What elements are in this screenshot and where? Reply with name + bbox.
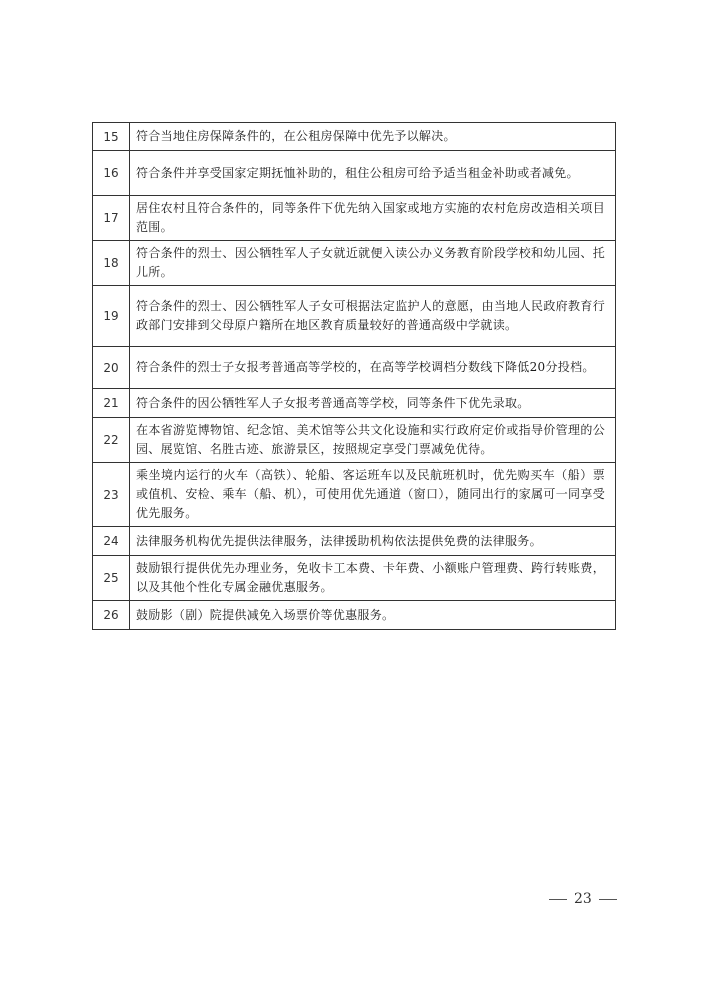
page-number: [542, 891, 624, 907]
row-text: 法律服务机构优先提供法律服务，法律援助机构依法提供免费的法律服务。: [130, 527, 616, 556]
row-text: 符合条件并享受国家定期抚恤补助的，租住公租房可给予适当租金补助或者减免。: [130, 151, 616, 196]
row-text: 符合当地住房保障条件的，在公租房保障中优先予以解决。: [130, 123, 616, 151]
benefits-table: [92, 122, 616, 630]
table-row: [93, 418, 616, 463]
row-number: 22: [93, 418, 130, 463]
table-row: [93, 196, 616, 241]
row-text: 符合条件的烈士子女报考普通高等学校的，在高等学校调档分数线下降低20分投档。: [130, 347, 616, 389]
row-number: 17: [93, 196, 130, 241]
row-text: 鼓励银行提供优先办理业务，免收卡工本费、卡年费、小额账户管理费、跨行转账费，以及其他个性化专属金融优惠服务。: [130, 556, 616, 601]
row-number: 23: [93, 463, 130, 527]
row-text: 符合条件的烈士、因公牺牲军人子女可根据法定监护人的意愿，由当地人民政府教育行政部门安排到父母原户籍所在地区教育质量较好的普通高级中学就读。: [130, 286, 616, 347]
row-text: 符合条件的因公牺牲军人子女报考普通高等学校，同等条件下优先录取。: [130, 389, 616, 418]
table-row: [93, 556, 616, 601]
row-number: 26: [93, 601, 130, 630]
table-row: [93, 151, 616, 196]
dash-right: [599, 899, 617, 900]
table-row: [93, 286, 616, 347]
row-number: 15: [93, 123, 130, 151]
dash-left: [549, 899, 567, 900]
row-text: 在本省游览博物馆、纪念馆、美术馆等公共文化设施和实行政府定价或指导价管理的公园、展览馆、名胜古迹、旅游景区，按照规定享受门票减免优待。: [130, 418, 616, 463]
row-text: 乘坐境内运行的火车（高铁）、轮船、客运班车以及民航班机时，优先购买车（船）票或值机、安检、乘车（船、机），可使用优先通道（窗口），随同出行的家属可一同享受优先服务。: [130, 463, 616, 527]
table-row: [93, 347, 616, 389]
row-number: 20: [93, 347, 130, 389]
row-number: 18: [93, 241, 130, 286]
row-number: 16: [93, 151, 130, 196]
row-number: 19: [93, 286, 130, 347]
table-row: [93, 527, 616, 556]
row-number: 21: [93, 389, 130, 418]
row-number: 24: [93, 527, 130, 556]
table-row: [93, 463, 616, 527]
table-row: [93, 123, 616, 151]
row-text: 居住农村且符合条件的，同等条件下优先纳入国家或地方实施的农村危房改造相关项目范围。: [130, 196, 616, 241]
table-row: [93, 241, 616, 286]
row-text: 鼓励影（剧）院提供减免入场票价等优惠服务。: [130, 601, 616, 630]
page-number-value: 23: [574, 891, 592, 907]
row-number: 25: [93, 556, 130, 601]
table-row: [93, 601, 616, 630]
row-text: 符合条件的烈士、因公牺牲军人子女就近就便入读公办义务教育阶段学校和幼儿园、托儿所。: [130, 241, 616, 286]
table-row: [93, 389, 616, 418]
